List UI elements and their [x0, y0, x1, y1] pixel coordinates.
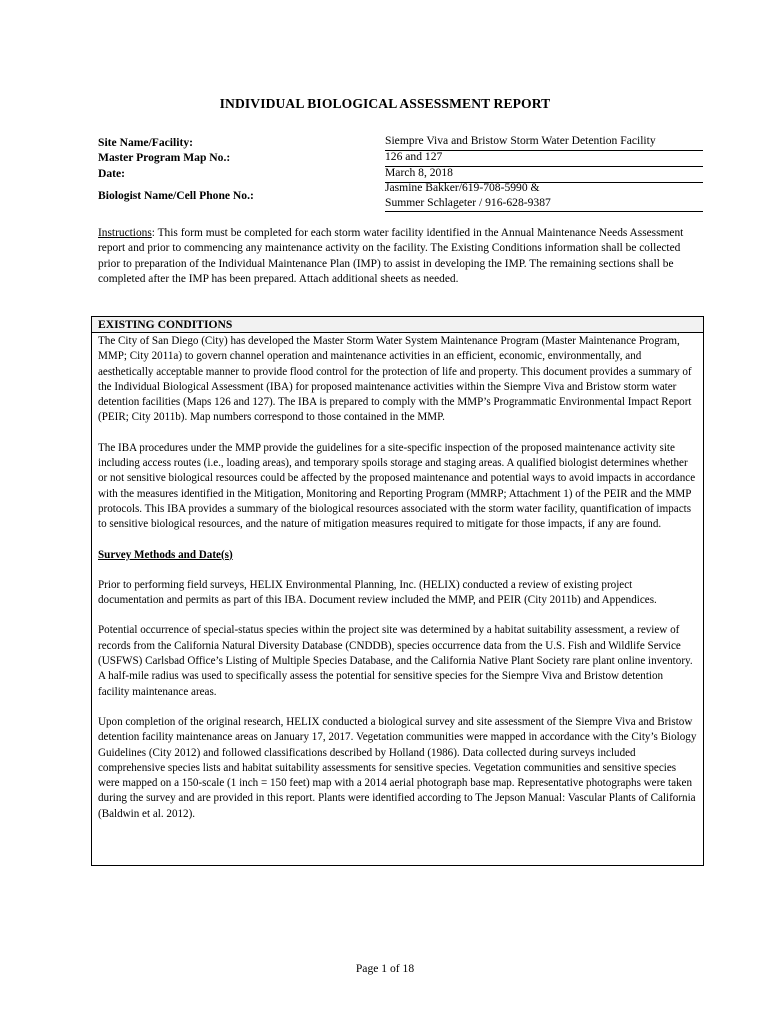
- map-number-label: Master Program Map No.:: [98, 151, 231, 164]
- date-label: Date:: [98, 167, 126, 180]
- date-value: March 8, 2018: [385, 166, 703, 183]
- biologist-value-line-2: Summer Schlageter / 916-628-9387: [385, 195, 551, 209]
- instructions-paragraph: [98, 226, 698, 287]
- report-title: INDIVIDUAL BIOLOGICAL ASSESSMENT REPORT: [219, 96, 551, 111]
- paragraph-iba-procedures: The IBA procedures under the MMP provide the guidelines for a site-specific inspection of the proposed maintenance activity site including access routes (i.e., loading areas), and temporary spoils storage and staging areas. A qualified biologist determines whether or not sensitive biological resources could be affected by the proposed maintenance and potential ways to avoid impacts in accordance with the measures identified in the Mitigation, Monitoring and Reporting Program (MMRP; Attachment 1) of the PEIR and the MMP protocols. This IBA provides a summary of the biological resources associated with the storm water facility, quantification of impacts to sensitive biological resources, and the nature of mitigation measures required to mitigate for those impacts, if any are found.: [98, 441, 696, 531]
- existing-conditions-header: EXISTING CONDITIONS: [92, 317, 703, 333]
- instructions-label: Instructions: [98, 227, 152, 239]
- survey-methods-heading: Survey Methods and Date(s): [98, 548, 233, 561]
- site-name-value: Siempre Viva and Bristow Storm Water Detention Facility: [385, 134, 703, 151]
- paragraph-species-occurrence: Potential occurrence of special-status species within the project site was determined by a habitat suitability assessment, a review of records from the California Natural Diversity Database (CNDDB), species occurrence data from the U.S. Fish and Wildlife Service (USFWS) Carlsbad Office’s Listing of Multiple Species Database, and the California Native Plant Society rare plant online inventory. A half-mile radius was used to specifically assess the potential for sensitive species for the Siempre Viva and Bristow detention facility maintenance areas.: [98, 624, 693, 698]
- existing-conditions-body: [92, 333, 703, 822]
- biologist-label: Biologist Name/Cell Phone No.:: [98, 189, 254, 202]
- existing-conditions-section: [91, 316, 704, 866]
- biologist-value-line-1: Jasmine Bakker/619-708-5990 &: [385, 181, 540, 194]
- map-number-value: 126 and 127: [385, 150, 703, 167]
- paragraph-document-review: Prior to performing field surveys, HELIX Environmental Planning, Inc. (HELIX) conducted a review of existing project documentation and permits as part of this IBA. Document review included the MMP, and PEIR (City 2011b) and Appendices.: [98, 578, 657, 607]
- paragraph-biological-survey: Upon completion of the original research, HELIX conducted a biological survey and site assessment of the Siempre Viva and Bristow detention facility maintenance areas on January 17, 2017. Vegetation communities were mapped in accordance with the City’s Biology Guidelines (City 2012) and followed classifications described by Holland (1986). Data collected during surveys included comprehensive species lists and habitat suitability assessments for sensitive species. Vegetation communities and sensitive species were mapped on a 150-scale (1 inch = 150 feet) map with a 2014 aerial photograph base map. Representative photographs were taken during the survey and are provided in this report. Plants were identified according to The Jepson Manual: Vascular Plants of California (Baldwin et al. 2012).: [98, 715, 697, 820]
- instructions-text: : This form must be completed for each storm water facility identified in the Annual Maintenance Needs Assessment report and prior to commencing any maintenance activity on the facility. The Existing Conditions information shall be collected prior to preparation of the Individual Maintenance Plan (IMP) to assist in developing the IMP. The remaining sections shall be completed after the IMP has been prepared. Attach additional sheets as needed.: [98, 227, 684, 285]
- site-name-label: Site Name/Facility:: [98, 136, 193, 149]
- biologist-value: [385, 181, 703, 212]
- page-number: Page 1 of 18: [355, 962, 415, 975]
- paragraph-mmp-overview: The City of San Diego (City) has developed the Master Storm Water System Maintenance Program (Master Maintenance Program, MMP; City 2011a) to govern channel operation and maintenance activities in an efficient, economic, environmentally, and aesthetically acceptable manner to provide flood control for the protection of life and property. This document provides a summary of the Individual Biological Assessment (IBA) for proposed maintenance activities within the Siempre Viva and Bristow storm water detention facilities (Maps 126 and 127). The IBA is prepared to comply with the MMP’s Programmatic Environmental Impact Report (PEIR; City 2011b). Map numbers correspond to those contained in the MMP.: [98, 335, 692, 424]
